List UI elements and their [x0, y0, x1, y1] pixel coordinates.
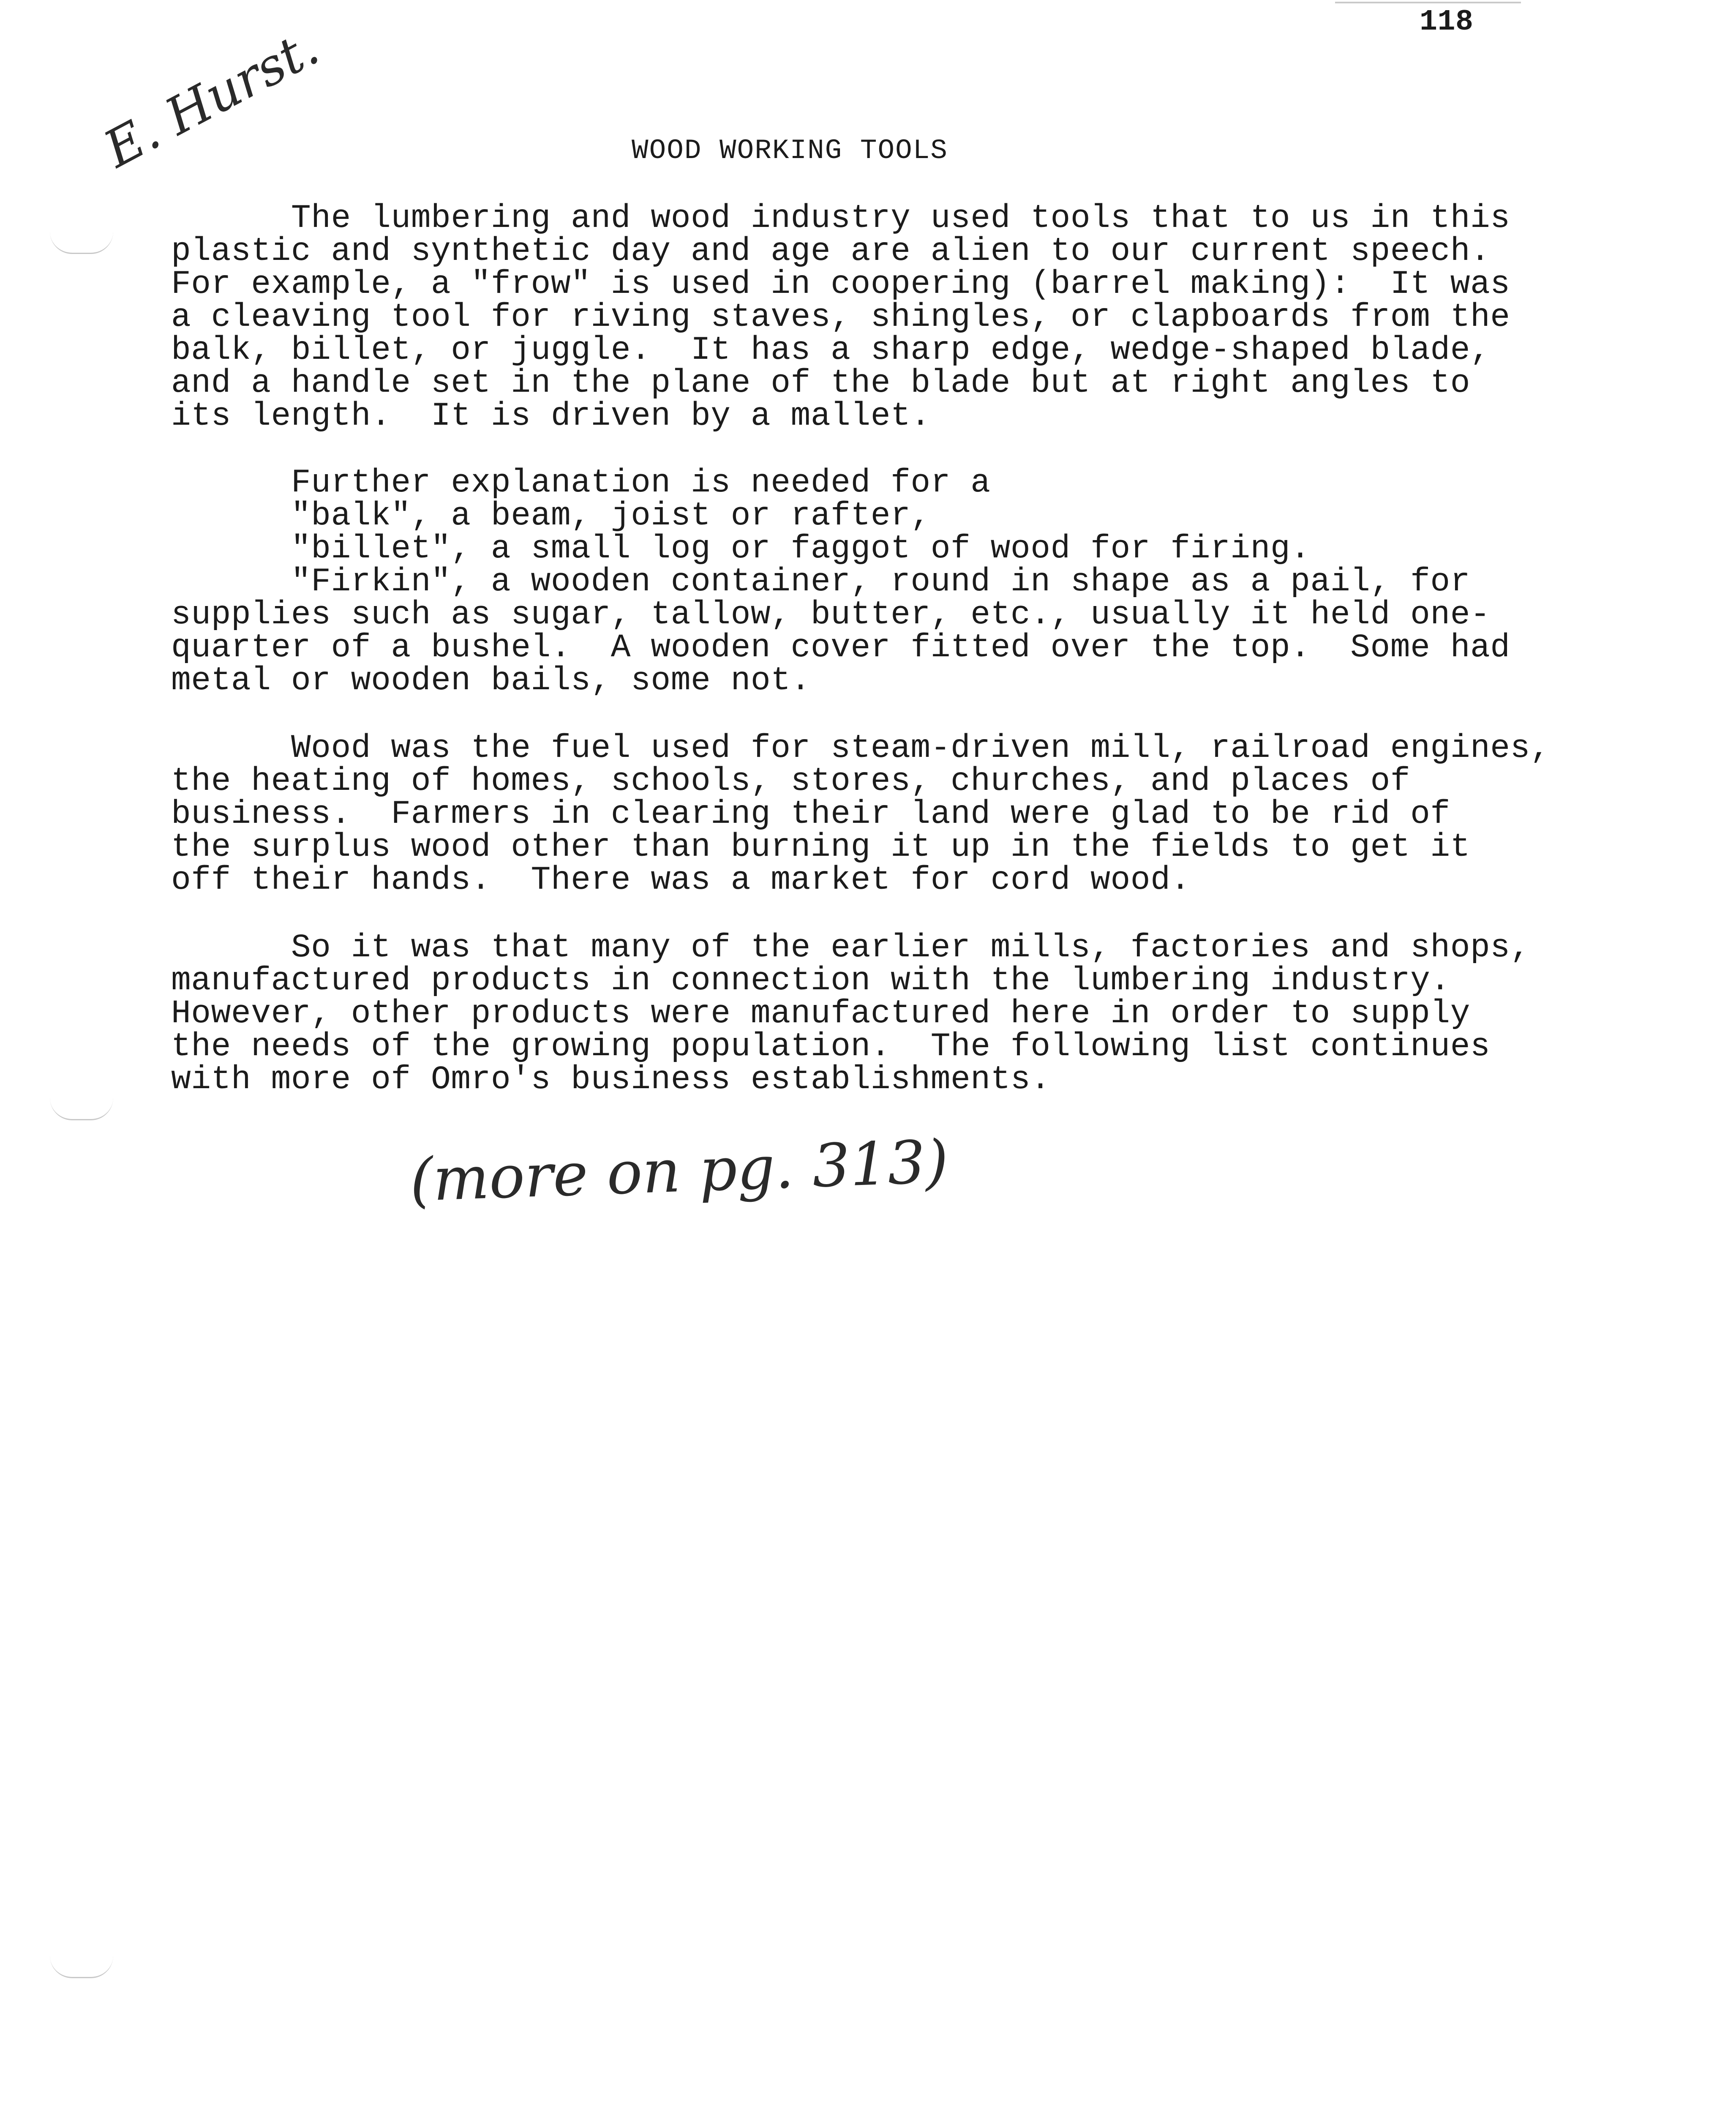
binder-hole-mark	[50, 1956, 113, 1978]
paragraph-1-line: plastic and synthetic day and age are alien to our current speech.	[171, 233, 1491, 270]
paragraph-4-line: with more of Omro's business establishments.	[171, 1061, 1051, 1098]
paragraph-2-line: quarter of a bushel. A wooden cover fitted over the top. Some had	[171, 629, 1510, 666]
paragraph-1-line: For example, a "frow" is used in coopering (barrel making): It was	[171, 266, 1510, 303]
paragraph-2-line: Further explanation is needed for a	[171, 464, 991, 502]
paragraph-3-line: the surplus wood other than burning it up in the fields to get it	[171, 829, 1470, 866]
paragraph-1-line: its length. It is driven by a mallet.	[171, 398, 931, 435]
paragraph-4-line: However, other products were manufactured here in order to supply	[171, 995, 1470, 1032]
paragraph-4-line: So it was that many of the earlier mills, factories and shops,	[171, 929, 1530, 966]
paragraph-1-line: and a handle set in the plane of the blade but at right angles to	[171, 365, 1470, 402]
handwritten-author-note: E. Hurst.	[95, 18, 328, 180]
top-edge-mark	[1335, 2, 1521, 3]
paragraph-2-line: "billet", a small log or faggot of wood for firing.	[171, 530, 1311, 568]
paragraph-4-line: the needs of the growing population. The following list continues	[171, 1028, 1491, 1065]
paragraph-3-line: business. Farmers in clearing their land were glad to be rid of	[171, 796, 1450, 833]
paragraph-2-line: "balk", a beam, joist or rafter,	[171, 497, 931, 535]
paragraph-2-line: "Firkin", a wooden container, round in shape as a pail, for	[171, 563, 1470, 601]
paragraph-2-line: metal or wooden bails, some not.	[171, 662, 811, 699]
binder-hole-mark	[50, 1098, 113, 1120]
paragraph-3-line: off their hands. There was a market for cord wood.	[171, 862, 1191, 899]
paragraph-1-line: balk, billet, or juggle. It has a sharp edge, wedge-shaped blade,	[171, 332, 1491, 369]
paragraph-3-line: the heating of homes, schools, stores, churches, and places of	[171, 763, 1411, 800]
page-number: 118	[1420, 5, 1474, 39]
binder-hole-mark	[50, 232, 113, 254]
paragraph-4-line: manufactured products in connection with the lumbering industry.	[171, 962, 1450, 999]
paragraph-1-line: The lumbering and wood industry used tools that to us in this	[171, 200, 1510, 237]
paragraph-3-line: Wood was the fuel used for steam-driven mill, railroad engines,	[171, 730, 1551, 767]
page-title: WOOD WORKING TOOLS	[632, 135, 948, 167]
paragraph-2-line: supplies such as sugar, tallow, butter, etc., usually it held one-	[171, 596, 1491, 633]
handwritten-page-reference: (more on pg. 313)	[409, 1127, 950, 1215]
paragraph-1-line: a cleaving tool for riving staves, shingles, or clapboards from the	[171, 299, 1510, 336]
